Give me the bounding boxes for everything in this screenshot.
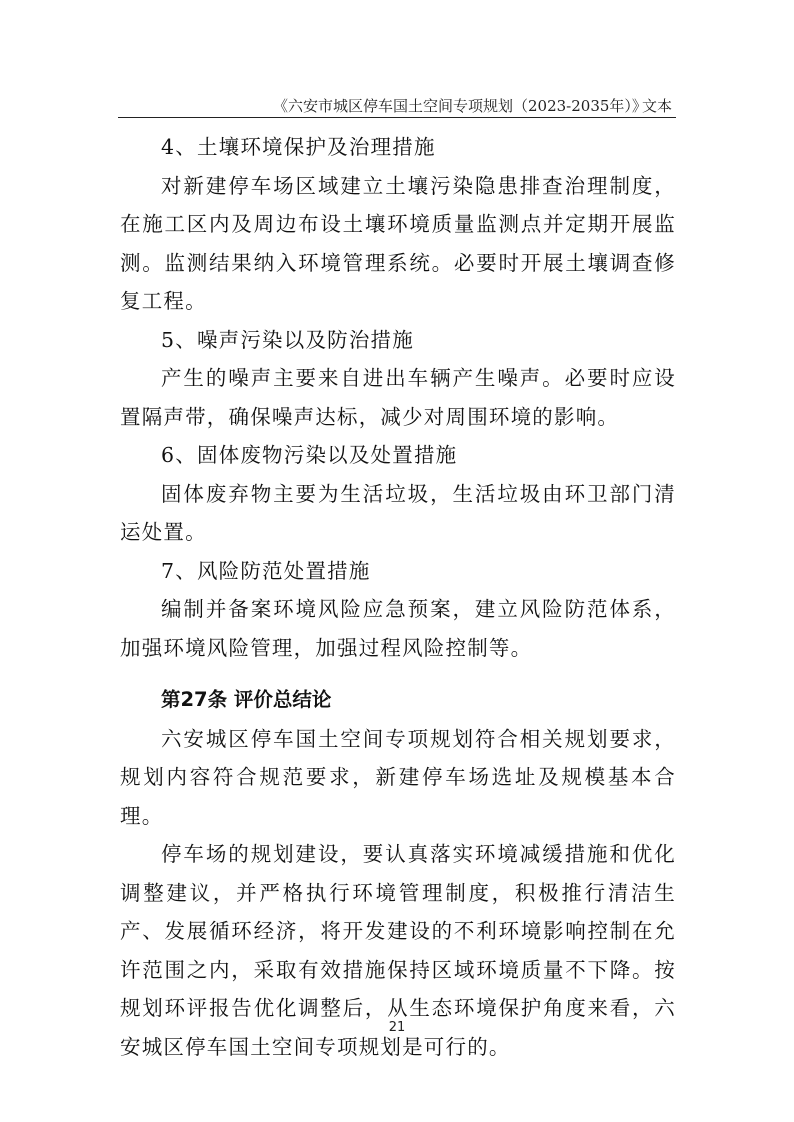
section-heading-solid-waste: 6、固体废物污染以及处置措施 [161, 443, 458, 467]
section-heading-soil: 4、土壤环境保护及治理措施 [161, 135, 436, 159]
section-heading-noise: 5、噪声污染以及防治措施 [161, 327, 414, 352]
section-body-risk: 编制并备案环境风险应急预案，建立风险防范体系，加强环境风险管理，加强过程风险控制等。 [120, 597, 676, 660]
page-number: 21 [388, 1020, 406, 1035]
page-content [120, 128, 676, 1066]
section-heading-risk: 7、风险防范处置措施 [161, 558, 371, 583]
document-tag: 文本 [641, 97, 672, 115]
article-paragraph: 六安城区停车国土空间专项规划符合相关规划要求，规划内容符合规范要求，新建停车场选址及规模基本合理。 [120, 726, 676, 828]
page-header [118, 95, 676, 118]
article-title: 第27条 评价总结论 [160, 688, 332, 711]
section-body-noise: 产生的噪声主要来自进出车辆产生噪声。必要时应设置隔声带，确保噪声达标，减少对周围环境的影响。 [120, 366, 676, 429]
document-title: 《六安市城区停车国土空间专项规划（2023-2035年）》 [273, 97, 647, 115]
article-paragraph: 停车场的规划建设，要认真落实环境减缓措施和优化调整建议，并严格执行环境管理制度，积极推行清洁生产、发展循环经济，将开发建设的不利环境影响控制在允许范围之内，采取有效措施保持区域环境质量不下降。按规划环评报告优化调整后，从生态环境保护角度来看，六安城区停车国土空间专项规划是可行的。 [120, 842, 676, 1059]
section-body-solid-waste: 固体废弃物主要为生活垃圾，生活垃圾由环卫部门清运处置。 [120, 481, 676, 544]
section-body-soil: 对新建停车场区域建立土壤污染隐患排查治理制度，在施工区内及周边布设土壤环境质量监测点并定期开展监测。监测结果纳入环境管理系统。必要时开展土壤调查修复工程。 [120, 173, 676, 313]
